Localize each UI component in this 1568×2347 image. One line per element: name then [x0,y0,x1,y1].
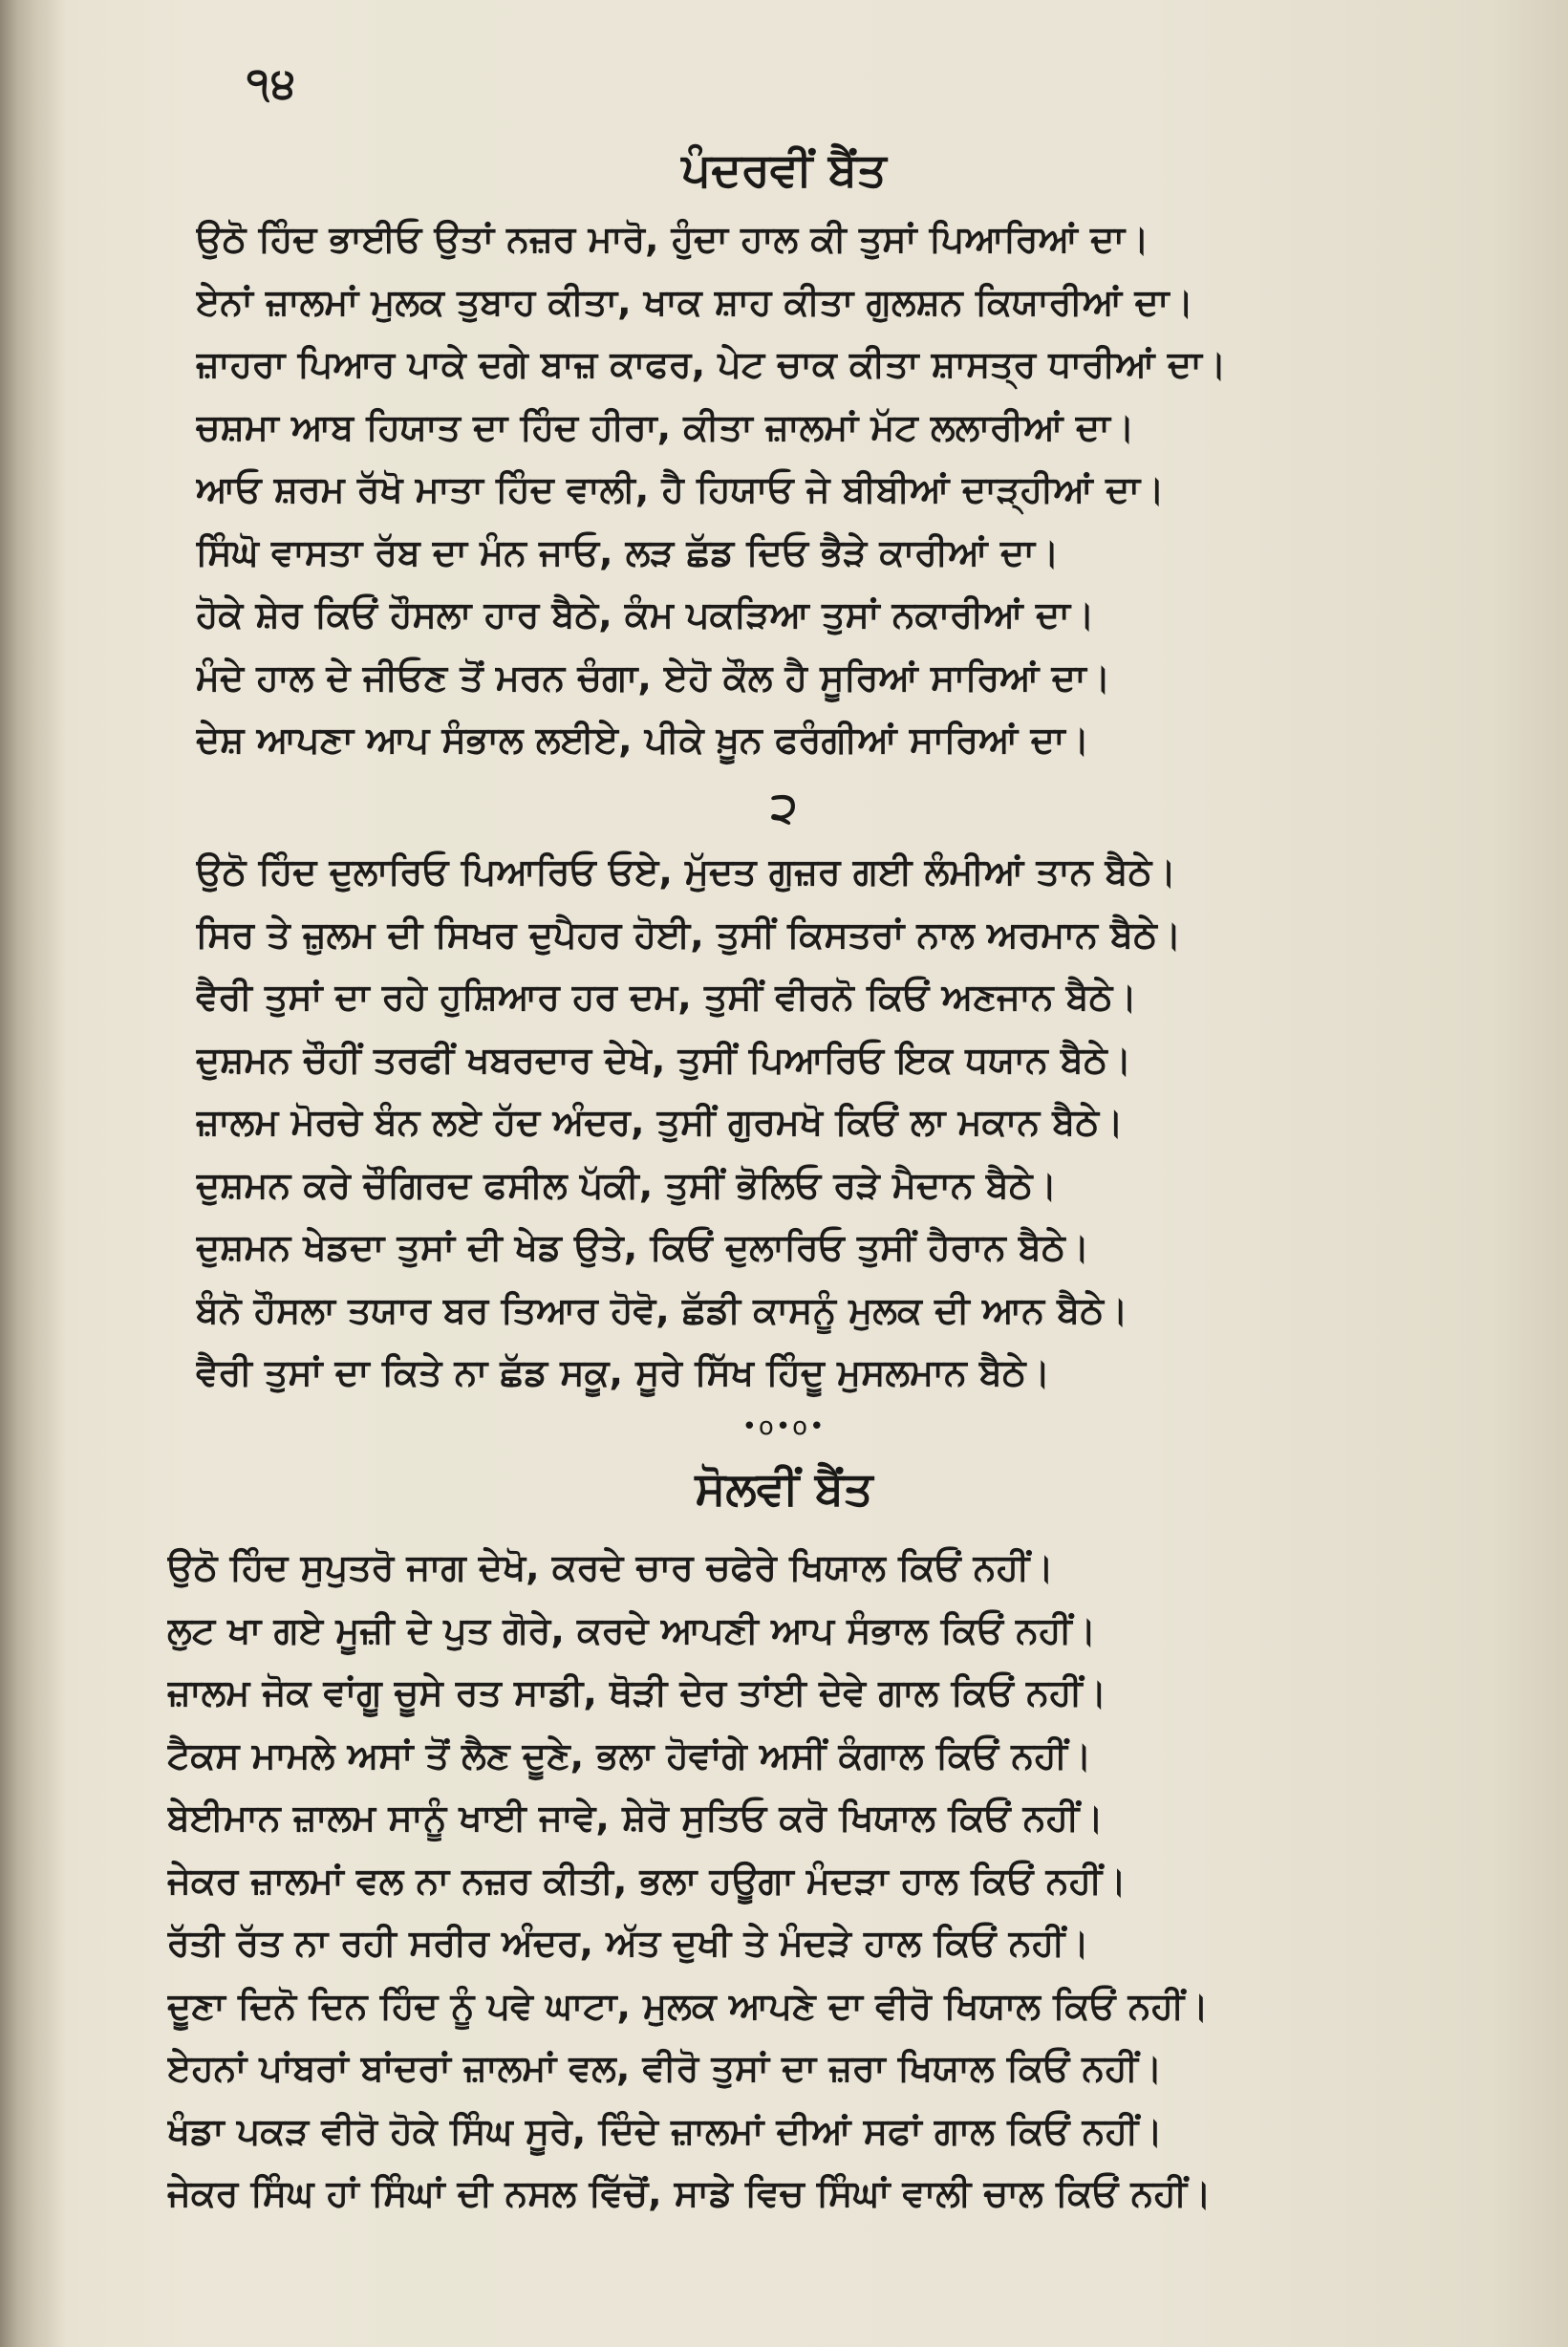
section-heading-solvin-baint: ਸੋਲਵੀਂ ਬੈਂਤ [695,1462,873,1516]
verse-line: ਰੱਤੀ ਰੱਤ ਨਾ ਰਹੀ ਸਰੀਰ ਅੰਦਰ, ਅੱਤ ਦੁਖੀ ਤੇ ਮੰਦੜੇ ਹਾਲ ਕਿਓਂ ਨਹੀਂ। [167,1922,1089,1964]
section-divider-ornament: •ο•ο• [741,1412,827,1441]
stanza-marker-2: ੨ [770,784,798,832]
verse-line: ਦੁਸ਼ਮਨ ਖੇਡਦਾ ਤੁਸਾਂ ਦੀ ਖੇਡ ਉਤੇ, ਕਿਓਂ ਦੁਲਾਰਿਓ ਤੁਸੀਂ ਹੈਰਾਨ ਬੈਠੇ। [196,1226,1090,1268]
verse-line: ਸਿਰ ਤੇ ਜ਼ੁਲਮ ਦੀ ਸਿਖਰ ਦੁਪੈਹਰ ਹੋਈ, ਤੁਸੀਂ ਕਿਸਤਰਾਂ ਨਾਲ ਅਰਮਾਨ ਬੈਠੇ। [196,913,1182,956]
verse-line: ਬੇਈਮਾਨ ਜ਼ਾਲਮ ਸਾਨੂੰ ਖਾਈ ਜਾਵੇ, ਸ਼ੇਰੋ ਸੁਤਿਓ ਕਰੋ ਖਿਯਾਲ ਕਿਓਂ ਨਹੀਂ। [167,1797,1104,1839]
verse-line: ਮੰਦੇ ਹਾਲ ਦੇ ਜੀਓਣ ਤੋਂ ਮਰਨ ਚੰਗਾ, ਏਹੋ ਕੌਲ ਹੈ ਸੂਰਿਆਂ ਸਾਰਿਆਂ ਦਾ। [196,656,1111,699]
stanza-1 [196,208,1514,772]
verse-line: ਵੈਰੀ ਤੁਸਾਂ ਦਾ ਰਹੇ ਹੁਸ਼ਿਆਰ ਹਰ ਦਮ, ਤੁਸੀਂ ਵੀਰਨੋ ਕਿਓਂ ਅਣਜਾਨ ਬੈਠੇ। [196,976,1137,1018]
verse-line: ਦੁਸ਼ਮਨ ਚੌਹੀਂ ਤਰਫੀਂ ਖਬਰਦਾਰ ਦੇਖੇ, ਤੁਸੀਂ ਪਿਆਰਿਓ ਇਕ ਧਯਾਨ ਬੈਠੇ। [196,1038,1132,1081]
verse-line: ਵੈਰੀ ਤੁਸਾਂ ਦਾ ਕਿਤੇ ਨਾ ਛੱਡ ਸਕੂ, ਸੂਰੇ ਸਿੱਖ ਹਿੰਦੂ ਮੁਸਲਮਾਨ ਬੈਠੇ। [196,1351,1051,1393]
page-number: ੧੪ [247,59,298,108]
book-spine-shadow [0,0,67,2347]
verse-line: ਸਿੰਘੋ ਵਾਸਤਾ ਰੱਬ ਦਾ ਮੰਨ ਜਾਓ, ਲੜ ਛੱਡ ਦਿਓ ਭੈੜੇ ਕਾਰੀਆਂ ਦਾ। [196,530,1060,573]
verse-line: ਟੈਕਸ ਮਾਮਲੇ ਅਸਾਂ ਤੋਂ ਲੈਣ ਦੂਣੇ, ਭਲਾ ਹੋਵਾਂਗੇ ਅਸੀਂ ਕੰਗਾਲ ਕਿਓਂ ਨਹੀਂ। [167,1733,1092,1776]
verse-line: ਦੂਣਾ ਦਿਨੋ ਦਿਨ ਹਿੰਦ ਨੂੰ ਪਵੇ ਘਾਟਾ, ਮੁਲਕ ਆਪਣੇ ਦਾ ਵੀਰੋ ਖਿਯਾਲ ਕਿਓਂ ਨਹੀਂ। [167,1984,1209,2027]
verse-line: ਦੇਸ਼ ਆਪਣਾ ਆਪ ਸੰਭਾਲ ਲਈਏ, ਪੀਕੇ ਖ਼ੂਨ ਫਰੰਗੀਆਂ ਸਾਰਿਆਂ ਦਾ। [196,719,1090,761]
verse-line: ਜ਼ਾਹਰਾ ਪਿਆਰ ਪਾਕੇ ਦਗੇ ਬਾਜ਼ ਕਾਫਰ, ਪੇਟ ਚਾਕ ਕੀਤਾ ਸ਼ਾਸਤ੍ਰ ਧਾਰੀਆਂ ਦਾ। [196,343,1227,385]
verse-line: ਚਸ਼ਮਾ ਆਬ ਹਿਯਾਤ ਦਾ ਹਿੰਦ ਹੀਰਾ, ਕੀਤਾ ਜ਼ਾਲਮਾਂ ਮੱਟ ਲਲਾਰੀਆਂ ਦਾ। [196,405,1135,448]
stanza-3 [167,1537,1476,2226]
verse-line: ਆਓ ਸ਼ਰਮ ਰੱਖੋ ਮਾਤਾ ਹਿੰਦ ਵਾਲੀ, ਹੈ ਹਿਯਾਓ ਜੇ ਬੀਬੀਆਂ ਦਾੜ੍ਹੀਆਂ ਦਾ। [196,468,1165,510]
verse-line: ਉਠੋ ਹਿੰਦ ਸੁਪੁਤਰੋ ਜਾਗ ਦੇਖੋ, ਕਰਦੇ ਚਾਰ ਚਫੇਰੇ ਖਿਯਾਲ ਕਿਓਂ ਨਹੀਂ। [167,1546,1054,1588]
verse-line: ਹੋਕੇ ਸ਼ੇਰ ਕਿਓਂ ਹੌਸਲਾ ਹਾਰ ਬੈਠੇ, ਕੰਮ ਪਕੜਿਆ ਤੁਸਾਂ ਨਕਾਰੀਆਂ ਦਾ। [196,593,1095,635]
verse-line: ਏਨਾਂ ਜ਼ਾਲਮਾਂ ਮੁਲਕ ਤੁਬਾਹ ਕੀਤਾ, ਖਾਕ ਸ਼ਾਹ ਕੀਤਾ ਗੁਲਸ਼ਨ ਕਿਯਾਰੀਆਂ ਦਾ। [196,280,1194,323]
verse-line: ਦੁਸ਼ਮਨ ਕਰੇ ਚੌਗਿਰਦ ਫਸੀਲ ਪੱਕੀ, ਤੁਸੀਂ ਭੋਲਿਓ ਰੜੇ ਮੈਦਾਨ ਬੈਠੇ। [196,1163,1058,1206]
verse-line: ਜ਼ਾਲਮ ਜੋਕ ਵਾਂਗੂ ਚੂਸੇ ਰਤ ਸਾਡੀ, ਥੋੜੀ ਦੇਰ ਤਾਂਈ ਦੇਵੇ ਗਾਲ ਕਿਓਂ ਨਹੀਂ। [167,1671,1107,1713]
verse-line: ਲੁਟ ਖਾ ਗਏ ਮੂਜ਼ੀ ਦੇ ਪੁਤ ਗੋਰੇ, ਕਰਦੇ ਆਪਣੀ ਆਪ ਸੰਭਾਲ ਕਿਓਂ ਨਹੀਂ। [167,1608,1097,1651]
verse-line: ਉਠੋ ਹਿੰਦ ਦੁਲਾਰਿਓ ਪਿਆਰਿਓ ਓਏ, ਮੁੱਦਤ ਗੁਜ਼ਰ ਗਈ ਲੰਮੀਆਂ ਤਾਨ ਬੈਠੇ। [196,851,1176,893]
verse-line: ਉਠੋ ਹਿੰਦ ਭਾਈਓ ਉਤਾਂ ਨਜ਼ਰ ਮਾਰੋ, ਹੁੰਦਾ ਹਾਲ ਕੀ ਤੁਸਾਂ ਪਿਆਰਿਆਂ ਦਾ। [196,218,1149,260]
verse-line: ਬੰਨੋ ਹੌਸਲਾ ਤਯਾਰ ਬਰ ਤਿਆਰ ਹੋਵੋ, ਛੱਡੀ ਕਾਸਨੂੰ ਮੁਲਕ ਦੀ ਆਨ ਬੈਠੇ। [196,1288,1128,1331]
section-heading-pandravin-baint: ਪੰਦਰਵੀਂ ਬੈਂਤ [681,143,887,197]
verse-line: ਖੰਡਾ ਪਕੜ ਵੀਰੋ ਹੋਕੇ ਸਿੰਘ ਸੂਰੇ, ਦਿੰਦੇ ਜ਼ਾਲਮਾਂ ਦੀਆਂ ਸਫਾਂ ਗਾਲ ਕਿਓਂ ਨਹੀਂ। [167,2109,1163,2152]
verse-line: ਜ਼ਾਲਮ ਮੋਰਚੇ ਬੰਨ ਲਏ ਹੱਦ ਅੰਦਰ, ਤੁਸੀਂ ਗੁਰਮਖੋ ਕਿਓਂ ਲਾ ਮਕਾਨ ਬੈਠੇ। [196,1101,1124,1143]
stanza-2 [196,841,1514,1405]
verse-line: ਜੇਕਰ ਜ਼ਾਲਮਾਂ ਵਲ ਨਾ ਨਜ਼ਰ ਕੀਤੀ, ਭਲਾ ਹਊਗਾ ਮੰਦੜਾ ਹਾਲ ਕਿਓਂ ਨਹੀਂ। [167,1859,1127,1902]
verse-line: ਜੇਕਰ ਸਿੰਘ ਹਾਂ ਸਿੰਘਾਂ ਦੀ ਨਸਲ ਵਿੱਚੋਂ, ਸਾਡੇ ਵਿਚ ਸਿੰਘਾਂ ਵਾਲੀ ਚਾਲ ਕਿਓਂ ਨਹੀਂ। [167,2172,1212,2214]
verse-line: ਏਹਨਾਂ ਪਾਂਬਰਾਂ ਬਾਂਦਰਾਂ ਜ਼ਾਲਮਾਂ ਵਲ, ਵੀਰੋ ਤੁਸਾਂ ਦਾ ਜ਼ਰਾ ਖਿਯਾਲ ਕਿਓਂ ਨਹੀਂ। [167,2047,1163,2089]
